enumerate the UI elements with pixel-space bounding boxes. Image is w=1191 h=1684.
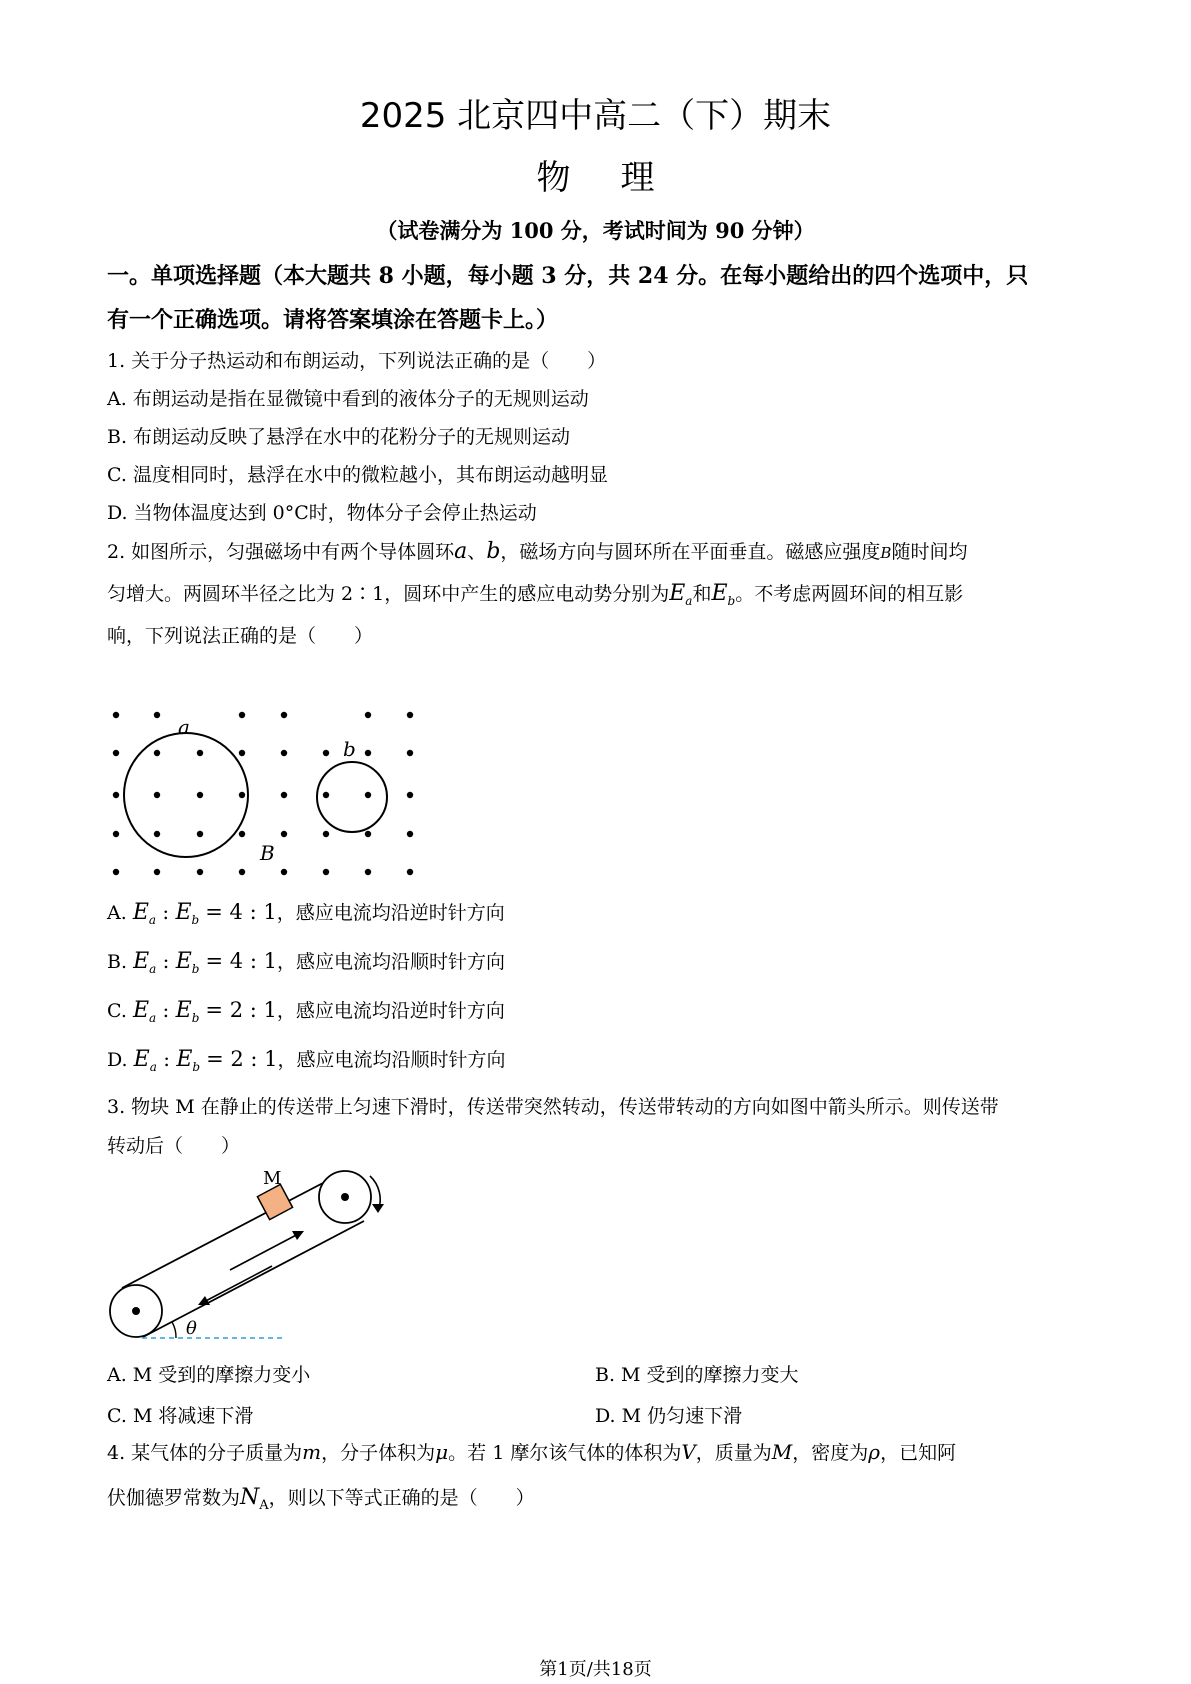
q4-symbol-rho: ρ <box>868 1440 881 1464</box>
lower-pulley-axle <box>132 1307 140 1315</box>
q2-stem-line3: 响，下列说法正确的是（ ） <box>107 625 374 647</box>
exam-title: 2025 北京四中高二（下）期末 <box>359 96 832 136</box>
q3-stem-line1: 3. 物块 M 在静止的传送带上匀速下滑时，传送带突然转动，传送带转动的方向如图中箭头所示。则传送带 <box>107 1096 999 1118</box>
q4-stem1-c: 。若 1 摩尔该气体的体积为 <box>448 1442 682 1464</box>
q2-option-d-letter: D. <box>107 1049 128 1071</box>
q1-option-c: C. 温度相同时，悬浮在水中的微粒越小，其布朗运动越明显 <box>107 464 608 486</box>
belt-arrow-down <box>200 1266 272 1304</box>
q3-option-b: B. M 受到的摩擦力变大 <box>595 1364 799 1386</box>
q2-stem2-b: 。不考虑两圆环间的相互影 <box>735 583 964 605</box>
q1-stem: 1. 关于分子热运动和布朗运动，下列说法正确的是（ ） <box>107 350 607 372</box>
q2-field-symbol: B <box>880 544 892 562</box>
q4-stem-line1 <box>107 1438 956 1465</box>
q2-option-a: A. $E_a$ : $E_b = 4$ : 1，感应电流均沿逆时针方向 <box>107 900 505 927</box>
field-b-label: B <box>260 841 275 865</box>
q2-option-c-text: ，感应电流均沿逆时针方向 <box>276 1000 505 1022</box>
q3-option-c: C. M 将减速下滑 <box>107 1405 254 1427</box>
q4-symbol-v: V <box>681 1440 696 1464</box>
block-m-label: M <box>263 1168 282 1189</box>
q2-eb: E <box>711 581 728 606</box>
section-heading-line1: 一。单项选择题（本大题共 8 小题，每小题 3 分，共 24 分。在每小题给出的四个选项中，只 <box>107 263 1029 289</box>
upper-pulley-axle <box>341 1193 349 1201</box>
q2-option-b-text: ，感应电流均沿顺时针方向 <box>276 951 505 973</box>
q4-symbol-mu: μ <box>435 1440 449 1464</box>
q1-option-a: A. 布朗运动是指在显微镜中看到的液体分子的无规则运动 <box>107 388 589 410</box>
q2-ring-b: b <box>486 539 501 564</box>
q2-option-a-letter: A. <box>107 902 127 924</box>
q4-symbol-na: N <box>240 1485 260 1510</box>
q2-option-b: B. $E_a$ : $E_b = 4$ : 1，感应电流均沿顺时针方向 <box>107 949 505 976</box>
q4-symbol-m: m <box>302 1440 322 1464</box>
ring-a-label: a <box>178 715 190 739</box>
q2-stem1-c: 随时间均 <box>891 541 968 563</box>
subject-title: 物理 <box>536 158 705 198</box>
q4-stem1-d: ，质量为 <box>695 1442 772 1464</box>
q2-sep: 、 <box>467 541 487 563</box>
q2-ring-a: a <box>454 539 468 564</box>
q4-stem2-b: ，则以下等式正确的是（ ） <box>268 1487 535 1509</box>
belt-top-edge <box>122 1172 344 1288</box>
q4-symbol-na-sub: A <box>259 1497 269 1513</box>
q2-option-d: D. $E_a$ : $E_b = 2$ : 1，感应电流均沿顺时针方向 <box>107 1047 506 1074</box>
q2-option-a-ratio: = 4 : 1 <box>205 900 277 924</box>
belt-bottom-edge <box>143 1221 364 1337</box>
section-heading-line2: 有一个正确选项。请将答案填涂在答题卡上。） <box>107 307 559 333</box>
q4-symbol-M: M <box>771 1440 793 1464</box>
exam-note: （试卷满分为 100 分，考试时间为 90 分钟） <box>376 218 815 243</box>
q2-ea: E <box>669 581 686 606</box>
q2-option-b-ratio: = 4 : 1 <box>205 949 277 973</box>
q2-stem1-a: 2. 如图所示，匀强磁场中有两个导体圆环 <box>107 541 455 563</box>
q2-option-d-text: ，感应电流均沿顺时针方向 <box>277 1049 506 1071</box>
q2-eb-sub: b <box>727 593 736 608</box>
q2-option-c-letter: C. <box>107 1000 127 1022</box>
q3-stem-line2: 转动后（ ） <box>107 1135 241 1157</box>
q2-option-b-letter: B. <box>107 951 128 973</box>
q4-stem2-a: 伏伽德罗常数为 <box>107 1487 241 1509</box>
q3-option-a: A. M 受到的摩擦力变小 <box>107 1364 311 1386</box>
q1-option-d: D. 当物体温度达到 0°C时，物体分子会停止热运动 <box>107 502 537 524</box>
q2-stem1-b: ，磁场方向与圆环所在平面垂直。磁感应强度 <box>500 541 881 563</box>
q2-stem2-a: 匀增大。两圆环半径之比为 2∶1，圆环中产生的感应电动势分别为 <box>107 583 670 605</box>
angle-theta-label: θ <box>186 1318 197 1339</box>
rotation-arrowhead <box>372 1204 384 1213</box>
q2-option-c: C. $E_a$ : $E_b = 2$ : 1，感应电流均沿逆时针方向 <box>107 998 505 1025</box>
q2-option-d-ratio: = 2 : 1 <box>206 1047 278 1071</box>
ring-b-label: b <box>343 737 356 761</box>
belt-arrow-up <box>230 1232 302 1270</box>
q2-ea-sub: a <box>685 593 693 608</box>
q4-stem-line2 <box>107 1483 535 1513</box>
q1-option-b: B. 布朗运动反映了悬浮在水中的花粉分子的无规则运动 <box>107 426 571 448</box>
q4-stem1-e: ，密度为 <box>792 1442 869 1464</box>
q4-stem1-a: 4. 某气体的分子质量为 <box>107 1442 303 1464</box>
page-number: 第1页/共18页 <box>539 1659 652 1680</box>
q2-option-c-ratio: = 2 : 1 <box>205 998 277 1022</box>
q4-stem1-f: ，已知阿 <box>880 1442 957 1464</box>
angle-arc <box>172 1322 176 1338</box>
q2-and: 和 <box>692 583 712 605</box>
q4-stem1-b: ，分子体积为 <box>321 1442 436 1464</box>
q3-option-d: D. M 仍匀速下滑 <box>595 1405 743 1427</box>
q2-option-a-text: ，感应电流均沿逆时针方向 <box>276 902 505 924</box>
